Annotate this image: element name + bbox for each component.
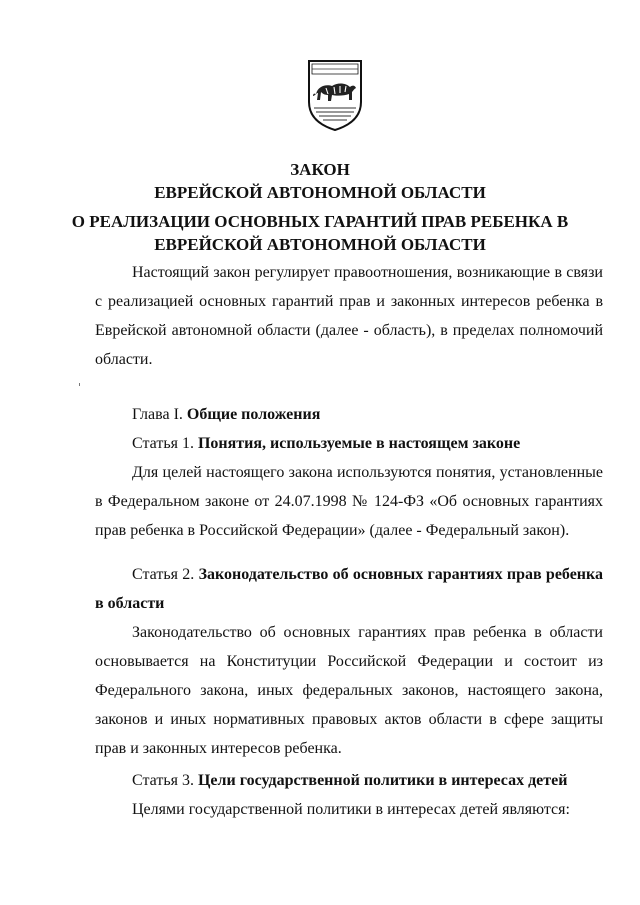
article-2-block	[95, 560, 603, 763]
article-3-heading	[95, 766, 603, 795]
document-subtitle	[60, 210, 580, 256]
article-3-text: Целями государственной политики в интересах детей являются:	[132, 801, 570, 818]
subtitle-line-2: ЕВРЕЙСКОЙ АВТОНОМНОЙ ОБЛАСТИ	[154, 235, 486, 254]
preamble-block	[95, 258, 603, 374]
chapter-title: Общие положения	[186, 406, 321, 423]
article-3-label: Статья 3.	[132, 772, 198, 789]
chapter-heading	[95, 400, 603, 429]
article-1-label: Статья 1.	[132, 435, 198, 452]
title-line-1: ЗАКОН	[290, 160, 350, 179]
subtitle-line-1: О РЕАЛИЗАЦИИ ОСНОВНЫХ ГАРАНТИЙ ПРАВ РЕБЕНКА В	[71, 212, 569, 231]
coat-of-arms-icon	[306, 58, 364, 132]
title-line-2: ЕВРЕЙСКОЙ АВТОНОМНОЙ ОБЛАСТИ	[154, 183, 486, 202]
margin-mark	[79, 383, 80, 386]
preamble-text: Настоящий закон регулирует правоотношения, возникающие в связи с реализацией основных гарантий прав и законных интересов ребенка в Еврейской автономной области (далее - область), в пределах полномочий области.	[95, 264, 603, 368]
article-2-text: Законодательство об основных гарантиях прав ребенка в области основывается на Конституции Российской Федерации и состоит из Федерального закона, иных федеральных законов, настоящего закона, законов и иных нормативных правовых актов области в сфере защиты прав и законных интересов ребенка.	[95, 624, 603, 757]
article-2-label: Статья 2.	[132, 566, 199, 583]
chapter-label: Глава I.	[132, 406, 187, 423]
article-2-title: Законодательство об основных гарантиях прав ребенка в области	[95, 566, 604, 612]
article-3-title: Цели государственной политики в интересах детей	[197, 772, 568, 789]
article-3-block	[95, 766, 603, 824]
article-2-heading	[95, 560, 603, 618]
article-1-text: Для целей настоящего закона используются понятия, установленные в Федеральном законе от 24.07.1998 № 124-ФЗ «Об основных гарантиях прав ребенка в Российской Федерации» (далее - Федеральный закон).	[95, 464, 603, 539]
chapter-1-block	[95, 400, 603, 545]
article-1-title: Понятия, используемые в настоящем законе	[197, 435, 521, 452]
article-1-heading	[95, 429, 603, 458]
document-title	[60, 158, 580, 204]
